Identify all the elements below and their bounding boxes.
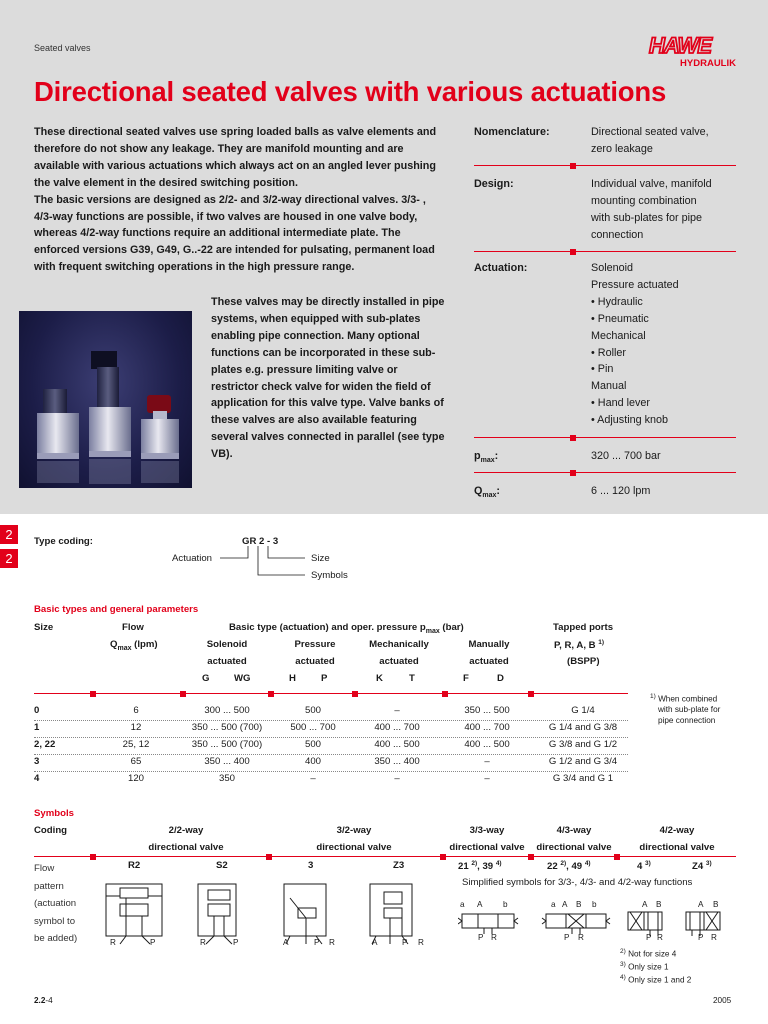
table-footnote: $^{1)}$ When combined with sub-plate for pipe connection xyxy=(650,693,721,725)
flow-pattern-label: Flow pattern (actuation symbol to be added) xyxy=(34,863,78,945)
code-s2: S2 xyxy=(216,860,228,871)
code-r2: R2 xyxy=(128,860,141,871)
size-header: Size xyxy=(34,622,54,633)
way-2-2-header: 2/2-way directional valve xyxy=(148,825,224,853)
port-a: A xyxy=(477,900,483,909)
code-22-49: 22 $^{2)}$, 49 $^{4)}$ xyxy=(547,860,591,873)
port-r: R xyxy=(200,938,206,947)
page-title: Directional seated valves with various actuations xyxy=(34,76,667,107)
symbol-footnotes: $^{2)}$ Not for size 4 $^{3)}$ Only size 1 $^{4)}$ Only size 1 and 2 xyxy=(620,948,692,986)
symbol-diagrams-2way-3way xyxy=(90,878,440,950)
table-row: 2, 22 25, 12 350 ... 500 (700) 500 400 ... 500 400 ... 500 G 3/8 and G 1/2 xyxy=(34,739,628,756)
port-a: A xyxy=(698,900,704,909)
nomenclature-label: Nomenclature: xyxy=(474,126,550,138)
code-wg: WG xyxy=(234,673,251,684)
breadcrumb: Seated valves xyxy=(34,43,91,53)
port-p: P xyxy=(233,938,239,947)
table-row: 4 120 350 – – – G 3/4 and G 1 xyxy=(34,773,614,784)
actuation-label: Actuation: xyxy=(474,262,528,274)
intro-para-1: These directional seated valves use spring loaded balls as valve elements and therefore do not show any leakage. They are manifold mounting and are available with various actuations which always act on an angled lever pushing the valve element in the desired switching position. xyxy=(34,126,437,189)
code-f: F xyxy=(463,673,469,684)
basic-types-heading: Basic types and general parameters xyxy=(34,604,199,615)
qmax-label: $Q_{max}$: xyxy=(474,485,501,500)
bspp-header: (BSPP) xyxy=(567,656,600,667)
chapter-tab[interactable]: 2 xyxy=(0,525,18,544)
ports-header: P, R, A, B $^{1)}$ xyxy=(554,639,605,652)
way-4-3-header: 4/3-way directional valve xyxy=(536,825,612,853)
port-p: P xyxy=(402,938,408,947)
way-4-2-header: 4/2-way directional valve xyxy=(639,825,715,853)
type-code: GR 2 - 3 xyxy=(242,536,279,547)
port-r: R xyxy=(657,933,663,942)
code-k: K xyxy=(376,673,383,684)
port-a-low: a xyxy=(460,900,465,909)
table-row: 0 6 300 ... 500 500 – 350 ... 500 G 1/4 xyxy=(34,705,628,722)
port-b-low: b xyxy=(592,900,597,909)
port-a: A xyxy=(372,938,378,947)
port-p: P xyxy=(314,938,320,947)
size-callout: Size xyxy=(311,553,330,564)
port-a: A xyxy=(283,938,289,947)
code-z4: Z4 $^{3)}$ xyxy=(692,860,712,873)
pmax-value: 320 ... 700 bar xyxy=(591,450,661,462)
code-3: 3 xyxy=(308,860,314,871)
qmax-header: $Q_{max}$ (lpm) xyxy=(110,639,158,652)
simplified-symbols-note: Simplified symbols for 3/3-, 4/3- and 4/2-way functions xyxy=(462,877,693,888)
basic-type-header: Basic type (actuation) and oper. pressure $p_{max}$ (bar) xyxy=(229,622,464,635)
basic-types-rows xyxy=(34,705,628,790)
code-t: T xyxy=(409,673,415,684)
flow-header: Flow xyxy=(122,622,144,633)
port-p: P xyxy=(564,933,570,942)
code-p: P xyxy=(321,673,328,684)
simplified-symbol-diagrams xyxy=(458,902,738,942)
port-b: B xyxy=(656,900,662,909)
port-r: R xyxy=(578,933,584,942)
code-21-39: 21 $^{2)}$, 39 $^{4)}$ xyxy=(458,860,502,873)
section-tab[interactable]: 2 xyxy=(0,549,18,568)
pressure-header: Pressure actuated xyxy=(294,639,336,667)
port-r: R xyxy=(491,933,497,942)
port-p: P xyxy=(478,933,484,942)
code-z3: Z3 xyxy=(393,860,405,871)
actuation-value: Solenoid Pressure actuated • Hydraulic • Pneumatic Mechanical • Roller • Pin Manual • Hand lever • Adjusting knob xyxy=(591,262,679,427)
svg-text:HAWE: HAWE xyxy=(649,34,711,58)
pmax-label: $p_{max}$: xyxy=(474,450,499,465)
actuation-callout: Actuation xyxy=(172,553,213,564)
port-b: B xyxy=(576,900,582,909)
intro-para-2: The basic versions are designed as 2/2- and 3/2-way directional valves. 3/3- , 4/3-way functions are possible, if two valves are housed in one valve body, whereas 4/2-way functions require an additional intermediate plate. The enforced versions G39, G49, G..-22 are intended for pulsating, permanent load with frequent switching operations in the high pressure range. xyxy=(34,193,435,274)
port-b-low: b xyxy=(503,900,508,909)
symbols-heading: Symbols xyxy=(34,808,74,819)
port-b: B xyxy=(713,900,719,909)
nomenclature-value: Directional seated valve, zero leakage xyxy=(591,126,709,155)
logo-subtext: HYDRAULIK xyxy=(680,58,736,69)
intro-para-3: These valves may be directly installed in pipe systems, when equipped with sub-plates enabling pipe connection. Many optional functions can be incorporated in these sub-plates e.g. pressure limiting valve or restrictor check valve for widen the field of application for this valve type. Valve banks of these valves are also available featuring several valves connected in parallel (see type VB). xyxy=(211,296,445,461)
table-header-rule xyxy=(34,693,628,694)
design-value: Individual valve, manifold mounting combination with sub-plates for pipe connection xyxy=(591,178,712,241)
port-a: A xyxy=(642,900,648,909)
port-a-low: a xyxy=(551,900,556,909)
manual-header: Manually actuated xyxy=(468,639,510,667)
port-p: P xyxy=(150,938,156,947)
port-r: R xyxy=(110,938,116,947)
port-r: R xyxy=(329,938,335,947)
port-r: R xyxy=(418,938,424,947)
design-label: Design: xyxy=(474,178,514,190)
mechanical-header: Mechanically actuated xyxy=(369,639,429,667)
way-3-3-header: 3/3-way directional valve xyxy=(449,825,525,853)
table-row: 1 12 350 ... 500 (700) 500 ... 700 400 ... 700 400 ... 700 G 1/4 and G 3/8 xyxy=(34,722,628,739)
way-3-2-header: 3/2-way directional valve xyxy=(316,825,392,853)
code-4: 4 $^{3)}$ xyxy=(637,860,651,873)
symbols-callout: Symbols xyxy=(311,570,348,581)
year: 2005 xyxy=(713,996,732,1005)
coding-header: Coding xyxy=(34,825,68,836)
port-a: A xyxy=(562,900,568,909)
code-h: H xyxy=(289,673,296,684)
page-number: 2.2-4 xyxy=(34,996,53,1005)
solenoid-header: Solenoid actuated xyxy=(206,639,248,667)
port-p: P xyxy=(646,933,652,942)
port-p: P xyxy=(698,933,704,942)
tapped-ports-header: Tapped ports xyxy=(553,622,614,633)
port-r: R xyxy=(711,933,717,942)
qmax-value: 6 ... 120 lpm xyxy=(591,485,651,497)
table-row: 3 65 350 ... 400 400 350 ... 400 – G 1/2 and G 3/4 xyxy=(34,756,628,773)
code-d: D xyxy=(497,673,504,684)
code-g: G xyxy=(202,673,210,684)
symbols-header-rule xyxy=(34,856,736,857)
type-coding-label: Type coding: xyxy=(34,536,93,547)
